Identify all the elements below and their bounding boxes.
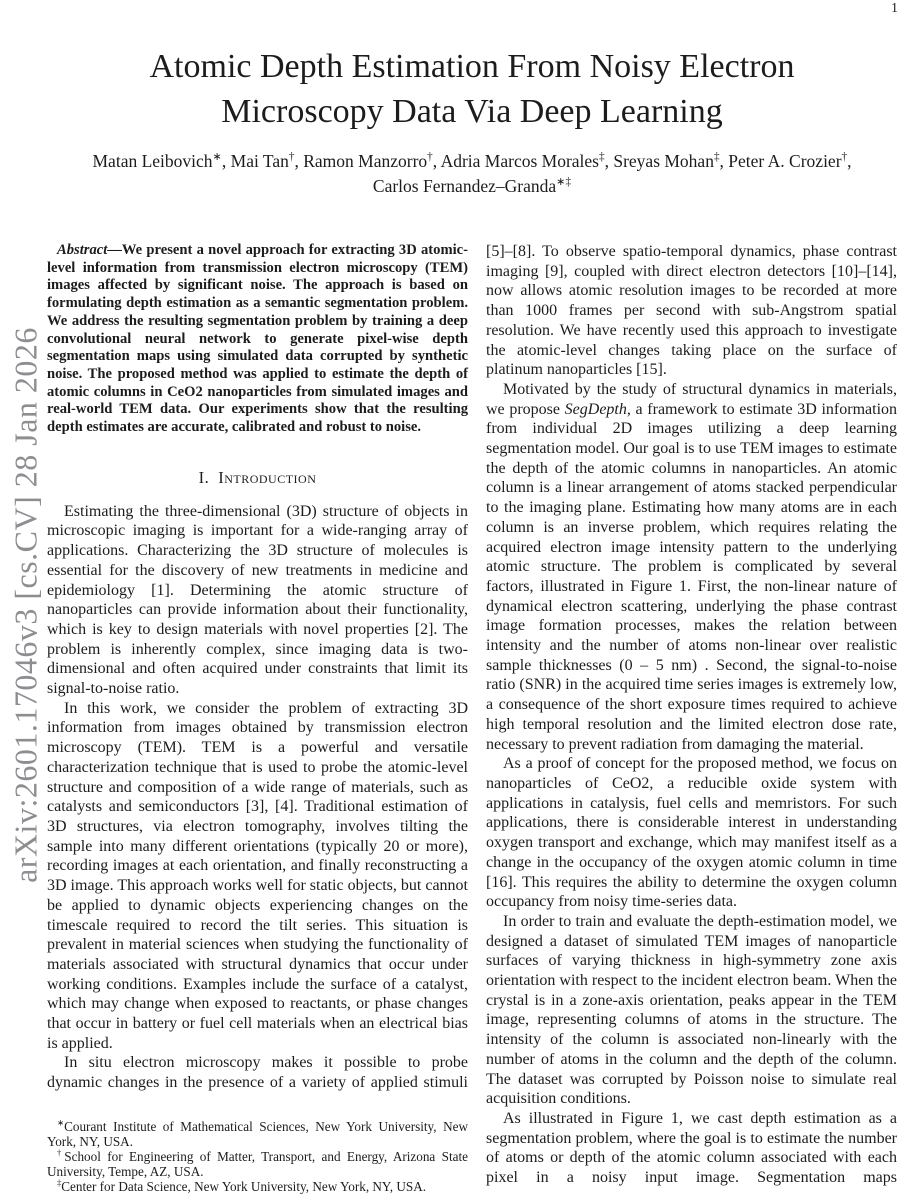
author: Mai Tan†, <box>230 151 304 171</box>
author: Peter A. Crozier†, <box>728 151 852 171</box>
abstract <box>47 242 468 437</box>
author-list <box>47 149 897 199</box>
paragraph: As illustrated in Figure 1, we cast depth estimation as a segmentation problem, where the goal is to estimate the number of atoms or depth of the atomic column associated with each pixel in a noisy input image. Segmentation maps <box>486 1109 897 1187</box>
footnote <box>47 1179 468 1194</box>
paragraph: Motivated by the study of structural dynamics in materials, we propose SegDepth, a framework to estimate 3D information from individual 2D images utilizing a deep learning segmentation model. Our goal is to use TEM images to estimate the depth of the atomic columns in nanoparticles. An atomic column is a linear arrangement of atoms stacked perpendicular to the imaging plane. Estimating how many atoms are in each column is an inverse problem, which requires relating the acquired electron image intensity pattern to the underlying atomic structure. The problem is complicated by several factors, illustrated in Figure 1. First, the non-linear nature of dynamical electron scattering, underlying the phase contrast image formation processes, makes the relation between intensity and the number of atoms non-linear over realistic sample thicknesses (0 – 5 nm) . Second, the signal-to-noise ratio (SNR) in the acquired time series images is extremely low, a consequence of the short exposure times required to achieve high temporal resolution and the limited electron dose rate, necessary to prevent radiation from damaging the material. <box>486 380 897 753</box>
paragraph: In situ electron microscopy makes it possible to probe dynamic changes in the presence of a variety of applied stimuli <box>47 1054 468 1092</box>
section-title: Introduction <box>218 467 317 487</box>
author: Sreyas Mohan‡, <box>613 151 729 171</box>
two-column-body <box>47 242 897 1195</box>
left-column <box>47 242 468 1195</box>
footnote-marker: ∗ <box>57 1117 65 1128</box>
footnotes <box>47 1119 468 1195</box>
right-column <box>486 242 897 1195</box>
title-line-1: Atomic Depth Estimation From Noisy Electron <box>149 48 795 85</box>
author-affiliation-marker: † <box>288 151 295 164</box>
author-affiliation-marker: ∗ <box>212 151 222 164</box>
page-number: 1 <box>891 1 898 16</box>
footnote <box>47 1149 468 1179</box>
author-affiliation-marker: † <box>427 151 433 164</box>
footnote-text: Center for Data Science, New York University, New York, NY, USA. <box>61 1178 427 1194</box>
title-line-2: Microscopy Data Via Deep Learning <box>221 93 723 130</box>
paragraph: [5]–[8]. To observe spatio-temporal dynamics, phase contrast imaging [9], coupled with direct electron detectors [10]–[14], now allows atomic resolution images to be recorded at more than 1000 frames per second with sub-Angstrom spatial resolution. We have recently used this approach to investigate the atomic-level changes taking place on the surface of platinum nanoparticles [15]. <box>486 243 897 379</box>
author-affiliation-marker: ∗‡ <box>556 176 572 189</box>
paragraph: Estimating the three-dimensional (3D) structure of objects in microscopic imaging is important for a wide-ranging array of applications. Characterizing the 3D structure of molecules is essential for the discovery of new treatments in medicine and epidemiology [1]. Determining the atomic structure of nanoparticles can provide information about their functionality, which is key to design materials with novel properties [2]. The problem is inherently complex, since imaging data is two-dimensional and often acquired under constraints that limit its signal-to-noise ratio. <box>47 502 468 698</box>
abstract-dash: — <box>107 242 122 258</box>
segdepth-term: SegDepth <box>564 400 627 418</box>
arxiv-watermark: arXiv:2601.17046v3 [cs.CV] 28 Jan 2026 <box>7 327 44 883</box>
footnote-marker: ‡ <box>57 1177 62 1188</box>
footnote-text: School for Engineering of Matter, Transport, and Energy, Arizona State University, Tempe, AZ, USA. <box>47 1148 468 1179</box>
paragraph: In this work, we consider the problem of extracting 3D information from images obtained by transmission electron microscopy (TEM). TEM is a powerful and versatile characterization technique that is used to probe the atomic-level structure and composition of a wide range of materials, such as catalysts and semiconductors [3], [4]. Traditional estimation of 3D structures, via electron tomography, involves tilting the sample into many different orientations (typically 20 or more), recording images at each orientation, and finally reconstructing a 3D image. This approach works well for static objects, but cannot be applied to dynamic objects experiencing changes on the timescale required to record the tilt series. This situation is prevalent in material sciences when studying the functionality of materials associated with structural dynamics that occur under working conditions. Examples include the surface of a catalyst, which may change when exposed to reactants, or phase changes that occur in battery or fuel cell materials when an electrical bias is applied. <box>47 699 468 1052</box>
footnote <box>47 1119 468 1149</box>
paragraph: In order to train and evaluate the depth-estimation model, we designed a dataset of simulated TEM images of nanoparticle surfaces of varying thickness in high-symmetry zone axis orientation with respect to the incident electron beam. When the crystal is in a zone-axis orientation, peaks appear in the TEM image, representing columns of atoms in the structure. The intensity of the column is associated non-linearly with the number of atoms in the column and the depth of the column. The dataset was corrupted by Poisson noise to simulate real acquisition conditions. <box>486 912 897 1108</box>
paragraph: As a proof of concept for the proposed method, we focus on nanoparticles of CeO2, a reducible oxide system with applications in catalysis, fuel cells and memristors. For such applications, there is considerable interest in understanding oxygen transport and exchange, which may manifest itself as a change in the occupancy of the oxygen atomic column in time [16]. This requires the ability to determine the oxygen column occupancy from noisy time-series data. <box>486 755 897 911</box>
paper-title <box>47 44 897 134</box>
author-affiliation-marker: ‡ <box>713 151 720 164</box>
footnote-text: Courant Institute of Mathematical Sciences, New York University, New York, NY, USA. <box>47 1118 468 1149</box>
author: Carlos Fernandez–Granda∗‡ <box>372 176 572 196</box>
author-affiliation-marker: ‡ <box>599 151 605 164</box>
abstract-label: Abstract <box>57 242 108 258</box>
abstract-text: We present a novel approach for extracting 3D atomic-level information from transmission electron microscopy (TEM) images affected by significant noise. The approach is based on formulating depth estimation as a semantic segmentation problem. We address the resulting segmentation problem by training a deep convolutional neural network to generate pixel-wise depth segmentation maps using simulated data corrupted by synthetic noise. The proposed method was applied to estimate the depth of atomic columns in CeO2 nanoparticles from simulated images and real-world TEM data. Our experiments show that the resulting depth estimates are accurate, calibrated and robust to noise. <box>47 242 468 436</box>
section-heading-introduction <box>47 468 468 488</box>
author: Adria Marcos Morales‡, <box>440 151 614 171</box>
footnote-marker: † <box>57 1147 65 1158</box>
author-affiliation-marker: † <box>841 151 848 164</box>
paper-content <box>47 0 897 1195</box>
author: Matan Leibovich∗, <box>92 151 231 171</box>
author: Ramon Manzorro†, <box>303 151 441 171</box>
section-number: I. <box>198 467 210 487</box>
